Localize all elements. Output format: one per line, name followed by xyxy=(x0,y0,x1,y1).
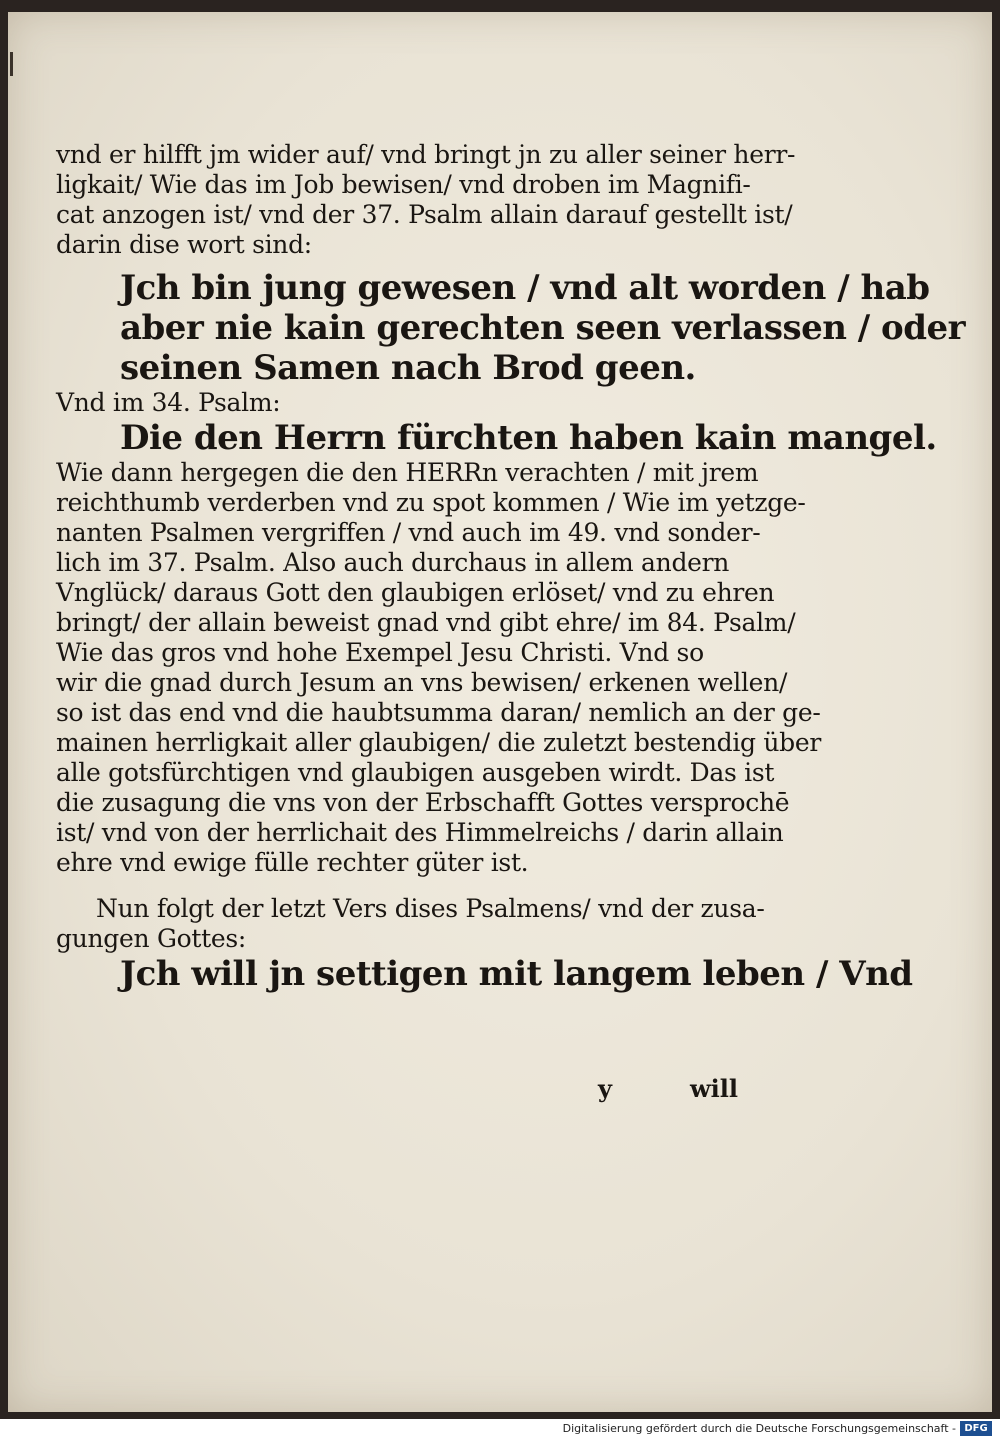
quote-line: Jch bin jung gewesen / vnd alt worden / hab xyxy=(120,268,930,308)
text-line: lich im 37. Psalm. Also auch durchaus in allem andern xyxy=(56,548,730,577)
page-text-block xyxy=(56,140,966,994)
quote-line: aber nie kain gerechten seen verlassen / oder xyxy=(120,308,966,348)
quote-line: Jch will jn settigen mit langem leben / Vnd xyxy=(120,954,913,994)
text-line: bringt/ der allain beweist gnad vnd gibt ehre/ im 84. Psalm/ xyxy=(56,608,796,637)
text-line: cat anzogen ist/ vnd der 37. Psalm allain darauf gestellt ist/ xyxy=(56,200,793,229)
text-line: Wie dann hergegen die den HERRn verachten / mit jrem xyxy=(56,458,759,487)
text-line: Vnd im 34. Psalm: xyxy=(56,388,281,417)
text-line: ligkait/ Wie das im Job bewisen/ vnd droben im Magnifi- xyxy=(56,170,751,199)
text-line: darin dise wort sind: xyxy=(56,230,312,259)
text-line: vnd er hilfft jm wider auf/ vnd bringt jn zu aller seiner herr- xyxy=(56,140,796,169)
text-line: mainen herrligkait aller glaubigen/ die zuletzt bestendig über xyxy=(56,728,822,757)
text-line: Wie das gros vnd hohe Exempel Jesu Christi. Vnd so xyxy=(56,638,704,667)
text-line: wir die gnad durch Jesum an vns bewisen/ erkenen wellen/ xyxy=(56,668,788,697)
text-line: ist/ vnd von der herrlichait des Himmelreichs / darin allain xyxy=(56,818,784,847)
text-line: gungen Gottes: xyxy=(56,924,247,953)
text-line: Nun folgt der letzt Vers dises Psalmens/ vnd der zusa- xyxy=(96,894,765,923)
funding-credit: Digitalisierung gefördert durch die Deutsche Forschungsgemeinschaft - xyxy=(562,1422,956,1435)
catchword: will xyxy=(690,1074,739,1103)
text-line: ehre vnd ewige fülle rechter güter ist. xyxy=(56,848,529,877)
footer-bar xyxy=(0,1419,1000,1439)
page-edge-mark xyxy=(10,52,13,76)
text-line: Vnglück/ daraus Gott den glaubigen erlöset/ vnd zu ehren xyxy=(56,578,775,607)
book-page xyxy=(8,12,992,1412)
page-catch-area xyxy=(598,1074,748,1104)
text-line: nanten Psalmen vergriffen / vnd auch im 49. vnd sonder- xyxy=(56,518,761,547)
text-line: so ist das end vnd die haubtsumma daran/ nemlich an der ge- xyxy=(56,698,821,727)
quote-line: seinen Samen nach Brod geen. xyxy=(120,348,696,388)
signature-mark: y xyxy=(598,1074,612,1103)
quote-line: Die den Herrn fürchten haben kain mangel. xyxy=(120,418,937,458)
dfg-logo: DFG xyxy=(960,1421,992,1436)
text-line: reichthumb verderben vnd zu spot kommen / Wie im yetzge- xyxy=(56,488,806,517)
text-line: alle gotsfürchtigen vnd glaubigen ausgeben wirdt. Das ist xyxy=(56,758,775,787)
text-line: die zusagung die vns von der Erbschafft Gottes versprochē xyxy=(56,788,790,817)
